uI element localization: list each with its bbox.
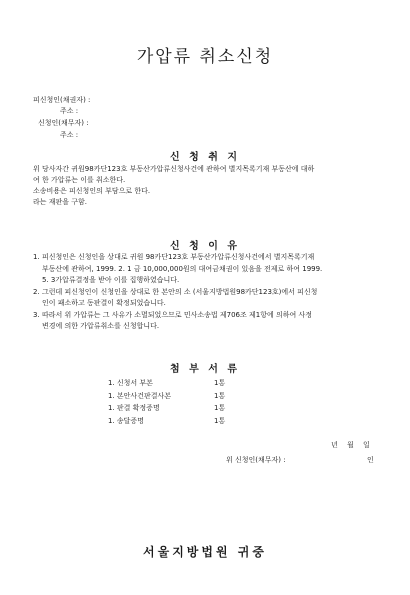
reason-number: 2.	[33, 287, 40, 296]
purpose-line: 위 당사자간 귀원98카단123호 부동산가압류신청사건에 관하여 별지목록기재 부동산에 대하	[33, 165, 315, 173]
respondent-address-label: 주소 :	[60, 107, 79, 115]
purpose-line: 라는 재판을 구함.	[33, 198, 88, 206]
reason-line: 부동산에 관하여, 1999. 2. 1 금 10,000,000원의 대여금채권이 있음을 전제로 하여 1999.	[42, 264, 323, 273]
attachment-count: 1통	[214, 391, 226, 400]
reason-item	[33, 310, 393, 333]
attachment-count: 1통	[214, 416, 226, 425]
purpose-heading: 신 청 취 지	[169, 152, 241, 163]
reason-line: 인이 패소하고 동판결이 확정되었습니다.	[42, 299, 166, 307]
signature-label: 위 신청인(채무자) :	[226, 456, 286, 464]
purpose-line: 여 한 가압류는 이를 취소한다.	[33, 176, 126, 184]
attachments-heading: 첨 부 서 류	[169, 364, 241, 375]
reason-item	[33, 252, 393, 287]
purpose-line: 소송비용은 피신청인의 부담으로 한다.	[33, 187, 151, 195]
seal-mark: 인	[367, 456, 374, 464]
attachment-count: 1통	[214, 379, 226, 387]
purpose-text	[33, 164, 314, 208]
date-line: 년 월 일	[331, 441, 370, 449]
attachment-name: 1. 신청서 부본	[108, 379, 153, 387]
attachment-name: 1. 송달증명	[108, 416, 144, 425]
reason-item	[33, 287, 393, 310]
document-title: 가압류 취소신청	[136, 47, 274, 67]
reason-number: 1.	[33, 253, 40, 261]
reasons-list	[33, 252, 393, 333]
reason-line: 피신청인은 신청인을 상대로 귀원 98카단123호 부동산가압류신청사건에서 별지목록기재	[42, 253, 315, 261]
court-addressee: 서울지방법원 귀중	[143, 545, 267, 559]
applicant-address-label: 주소 :	[60, 131, 79, 139]
attachment-name: 1. 본안사건판결사본	[108, 391, 171, 400]
reason-line: 그런데 피신청인이 신청인을 상대로 한 본안의 소 (서울지방법원98카단123호)에서 피신청	[42, 287, 318, 296]
applicant-label: 신청인(채무자) :	[38, 119, 89, 127]
reason-line: 따라서 위 가압류는 그 사유가 소멸되었으므로 민사소송법 제706조 제1항에 의하여 사정	[42, 310, 312, 319]
reason-number: 3.	[33, 310, 40, 319]
reason-line: 변경에 의한 가압류취소를 신청합니다.	[42, 322, 160, 330]
attachment-name: 1. 판결 확정증명	[108, 404, 160, 412]
reasons-heading: 신 청 이 유	[169, 241, 241, 252]
respondent-label: 피신청인(채권자) :	[33, 96, 91, 104]
attachment-count: 1통	[214, 404, 226, 412]
reason-line: 5. 3가압류결정을 받아 이를 집행하였습니다.	[42, 276, 180, 284]
